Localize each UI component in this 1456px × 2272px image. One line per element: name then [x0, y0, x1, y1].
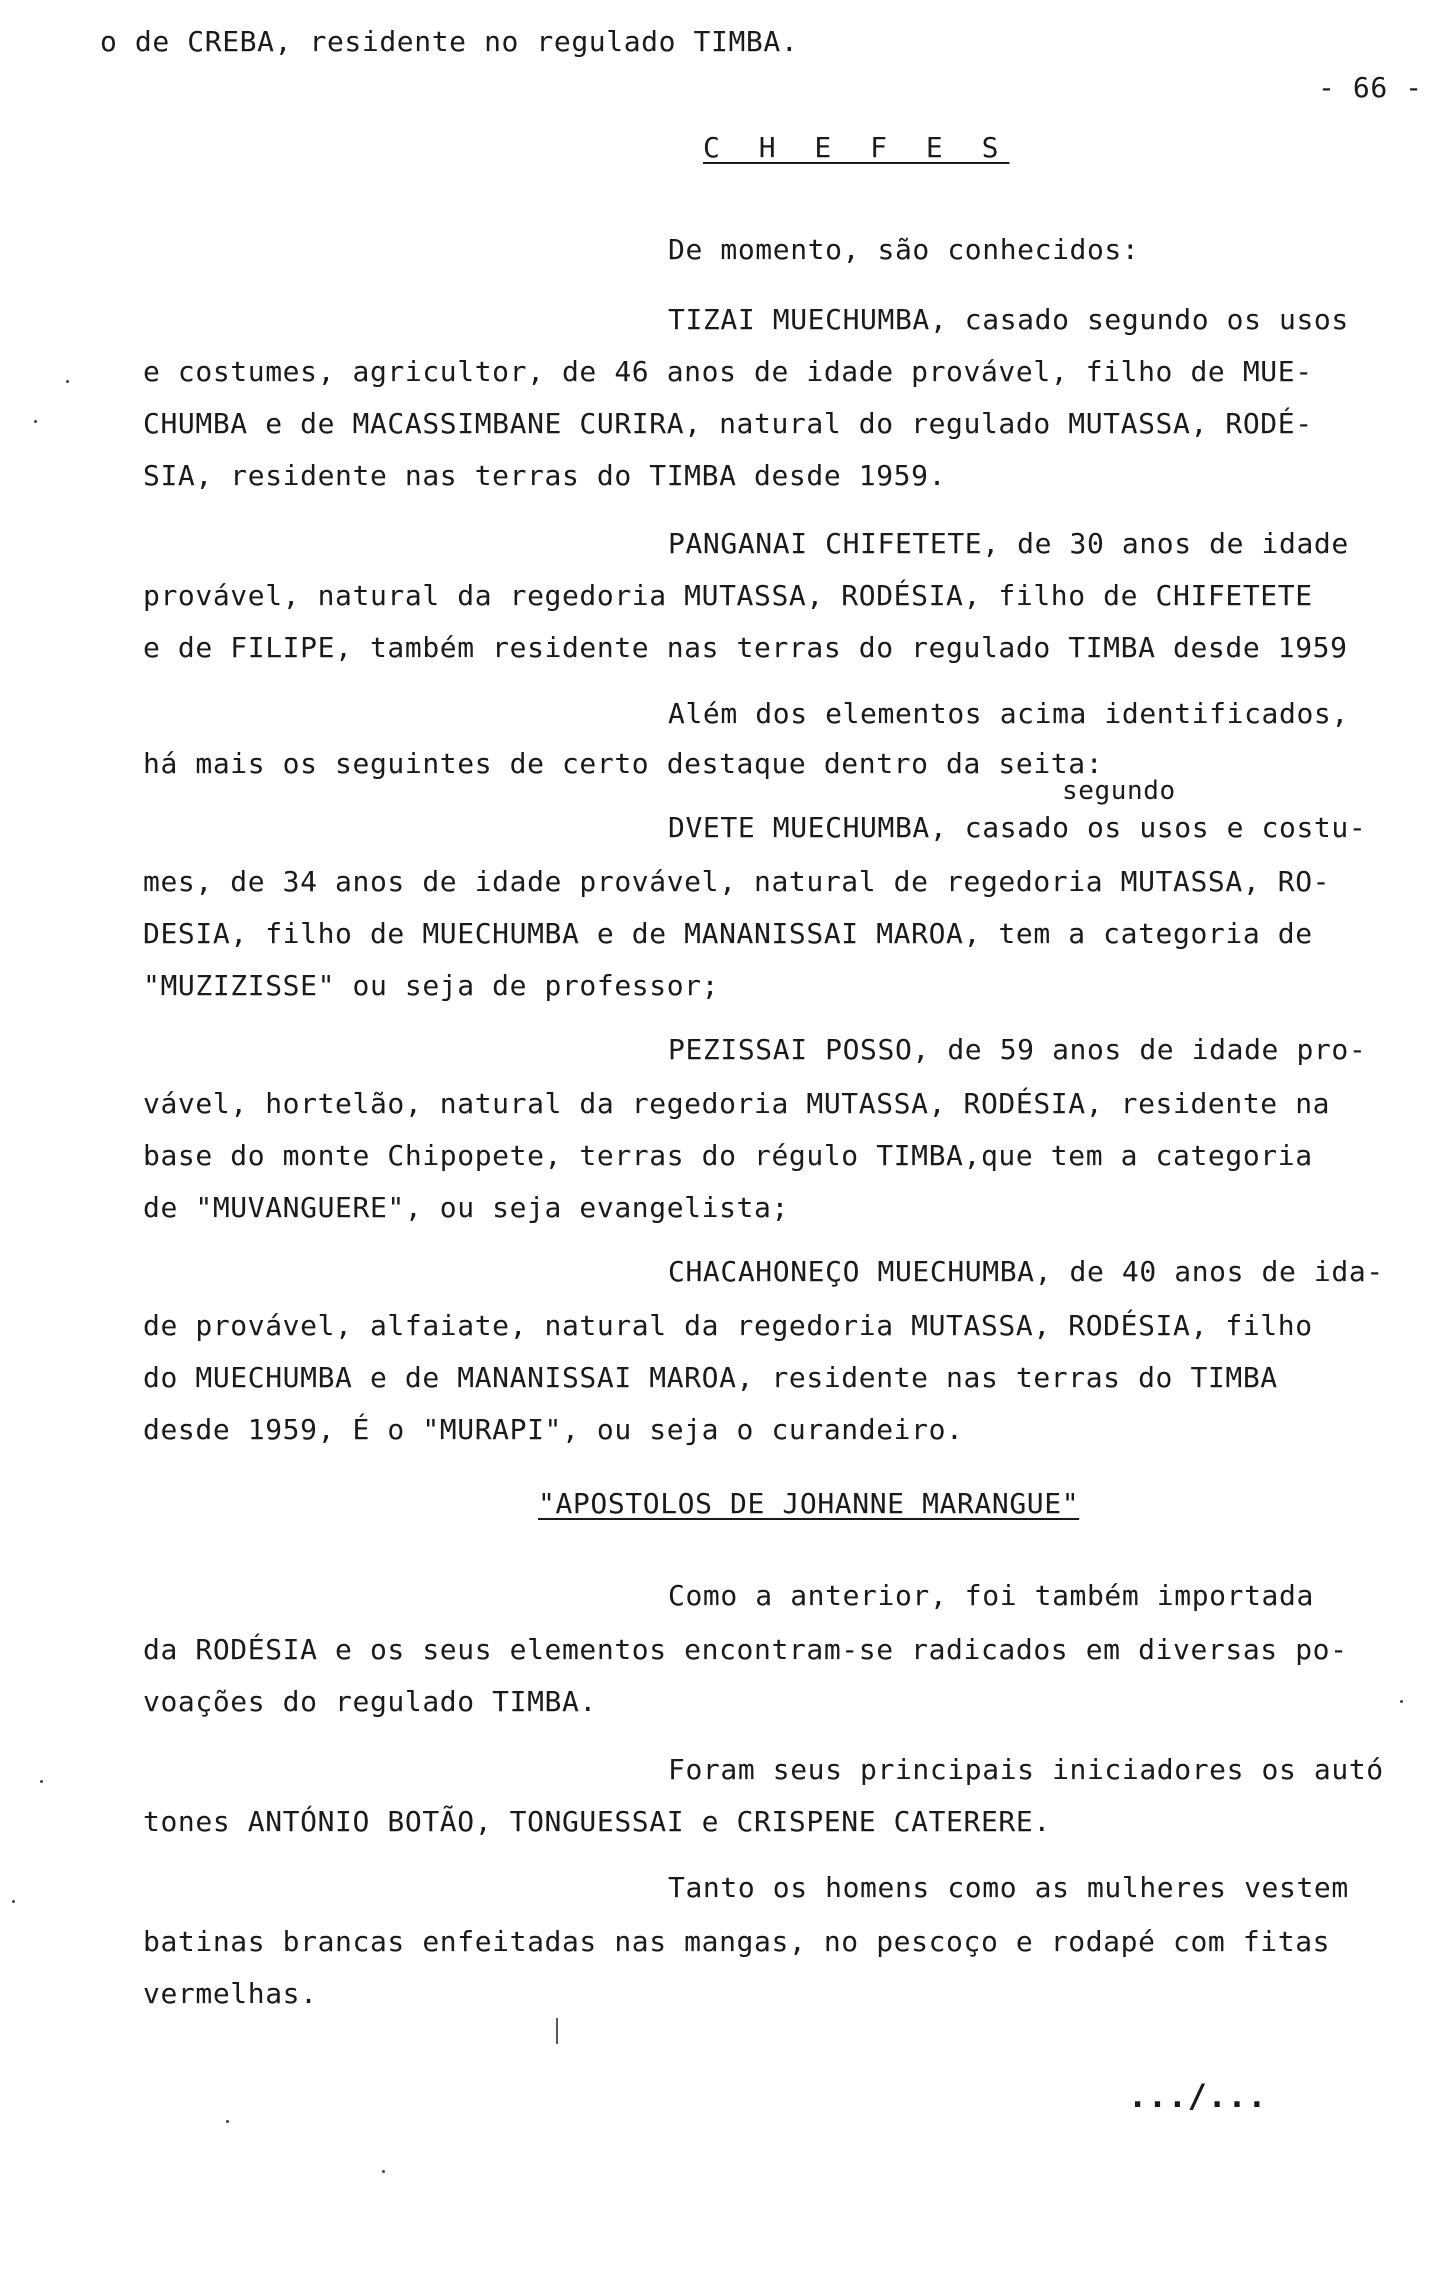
p4-line-3: DESIA, filho de MUECHUMBA e de MANANISSAI MAROA, tem a categoria de — [143, 917, 1313, 950]
p5-line-2: vável, hortelão, natural da regedoria MUTASSA, RODÉSIA, residente na — [143, 1087, 1331, 1120]
scan-mark — [556, 2018, 558, 2044]
p6-line-4: desde 1959, É o "MURAPI", ou seja o curandeiro. — [143, 1413, 964, 1446]
p2-line-2: provável, natural da regedoria MUTASSA, RODÉSIA, filho de CHIFETETE — [143, 579, 1313, 612]
p8-line-2: tones ANTÓNIO BOTÃO, TONGUESSAI e CRISPENE CATERERE. — [143, 1805, 1051, 1838]
p4-line-2: mes, de 34 anos de idade provável, natural de regedoria MUTASSA, RO- — [143, 865, 1331, 898]
scan-speck — [1400, 1700, 1403, 1703]
p4-insert-word: segundo — [1062, 776, 1176, 806]
p7-line-3: voações do regulado TIMBA. — [143, 1685, 597, 1718]
p8-line-1: Foram seus principais iniciadores os autó — [668, 1753, 1384, 1786]
p3-line-2: há mais os seguintes de certo destaque dentro da seita: — [143, 747, 1104, 780]
scan-speck — [40, 1780, 43, 1783]
p1-line-2: e costumes, agricultor, de 46 anos de idade provável, filho de MUE- — [143, 355, 1313, 388]
p3-line-1: Além dos elementos acima identificados, — [668, 697, 1349, 730]
p9-line-2: batinas brancas enfeitadas nas mangas, no pescoço e rodapé com fitas — [143, 1925, 1331, 1958]
scan-speck — [34, 420, 37, 423]
scan-speck — [12, 1900, 15, 1903]
p1-line-4: SIA, residente nas terras do TIMBA desde 1959. — [143, 459, 947, 492]
continuation-mark: .../... — [1128, 2077, 1268, 2115]
p9-line-3: vermelhas. — [143, 1977, 318, 2010]
p5-line-3: base do monte Chipopete, terras do régulo TIMBA,que tem a categoria — [143, 1139, 1313, 1172]
p5-line-1: PEZISSAI POSSO, de 59 anos de idade pro- — [668, 1033, 1367, 1066]
p1-line-1: TIZAI MUECHUMBA, casado segundo os usos — [668, 303, 1349, 336]
heading-apostolos: "APOSTOLOS DE JOHANNE MARANGUE" — [538, 1487, 1080, 1520]
p2-line-1: PANGANAI CHIFETETE, de 30 anos de idade — [668, 527, 1349, 560]
top-line: o de CREBA, residente no regulado TIMBA. — [100, 25, 799, 58]
p6-line-3: do MUECHUMBA e de MANANISSAI MAROA, residente nas terras do TIMBA — [143, 1361, 1278, 1394]
heading-chefes: C H E F E S — [703, 131, 1010, 164]
p7-line-2: da RODÉSIA e os seus elementos encontram-se radicados em diversas po- — [143, 1633, 1348, 1666]
p4-line-4: "MUZIZISSE" ou seja de professor; — [143, 969, 720, 1002]
p7-line-1: Como a anterior, foi também importada — [668, 1579, 1314, 1612]
scan-speck — [66, 380, 69, 383]
p9-line-1: Tanto os homens como as mulheres vestem — [668, 1871, 1349, 1904]
p6-line-2: de provável, alfaiate, natural da regedoria MUTASSA, RODÉSIA, filho — [143, 1309, 1313, 1342]
intro-line: De momento, são conhecidos: — [668, 233, 1140, 266]
page-number: - 66 - — [1318, 71, 1423, 104]
p1-line-3: CHUMBA e de MACASSIMBANE CURIRA, natural do regulado MUTASSA, RODÉ- — [143, 407, 1313, 440]
p5-line-4: de "MUVANGUERE", ou seja evangelista; — [143, 1191, 789, 1224]
scan-speck — [226, 2120, 229, 2123]
scan-speck — [382, 2170, 385, 2173]
p2-line-3: e de FILIPE, também residente nas terras do regulado TIMBA desde 1959 — [143, 631, 1348, 664]
p4-line-1: DVETE MUECHUMBA, casado os usos e costu- — [668, 811, 1367, 844]
p6-line-1: CHACAHONEÇO MUECHUMBA, de 40 anos de ida- — [668, 1255, 1384, 1288]
